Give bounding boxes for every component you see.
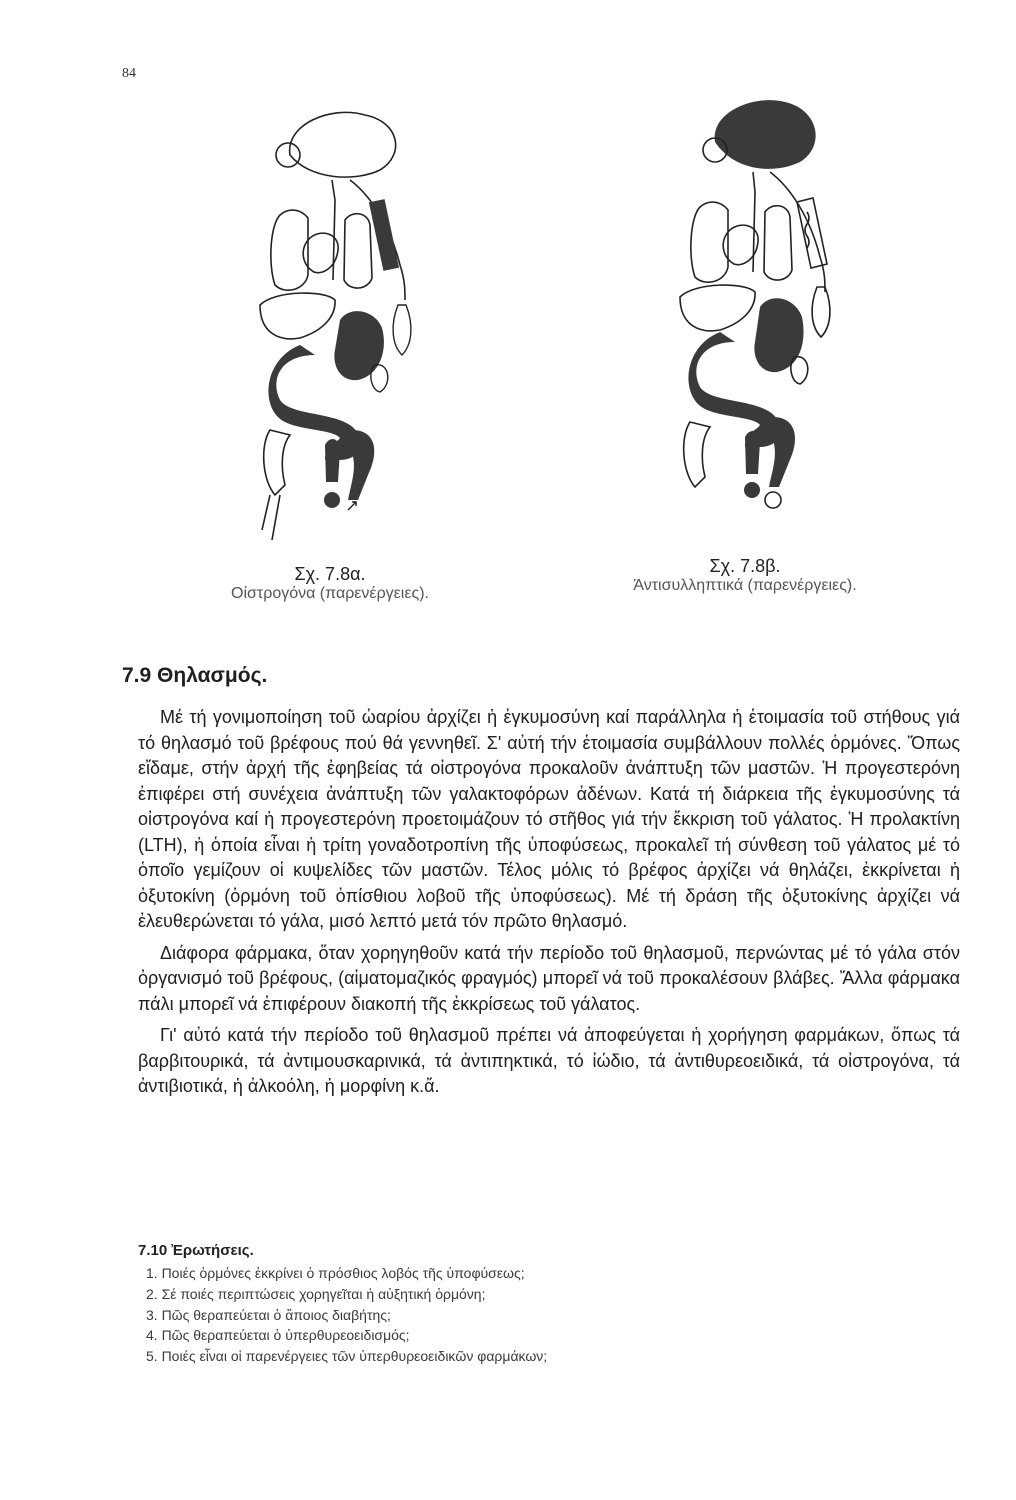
figure-caption-a [200, 564, 460, 604]
pituitary-circle [276, 143, 300, 167]
anatomy-illustration [655, 92, 885, 562]
spine-line [753, 172, 755, 272]
figure-caption-text: Οίστρογόνα (παρενέργειες). [231, 585, 429, 602]
list-item: 4. Πῶς θεραπεύεται ὁ ὑπερθυρεοειδισμός; [146, 1327, 410, 1344]
list-item: 3. Πῶς θεραπεύεται ὁ ἄποιος διαβήτης; [146, 1306, 391, 1323]
figure-caption-text: Άντισυλληπτικά (παρενέργειες). [633, 577, 857, 594]
male-symbol [348, 502, 356, 510]
paragraph: Μέ τή γονιμοποίηση τοῦ ὠαρίου ἀρχίζει ἡ ἐγκυμοσύνη καί παράλληλα ἡ ἑτοιμασία τοῦ στήθους γιά τό θηλασμό τοῦ βρέφους πού θά γεννηθεῖ. Σ' αὐτή τήν ἑτοιμασία συμβάλλουν πολλές ὁρμόνες. Ὅπως εἴδαμε, στήν ἀρχή τῆς ἐφηβείας τά οἰστρογόνα προκαλοῦν ἀνάπτυξη τῶν μαστῶν. Ἡ προγεστερόνη ἐπιφέρει στή συνέχεια ἀνάπτυξη τῶν γαλακτοφόρων ἀδένων. Κατά τή διάρκεια τῆς ἐγκυμοσύνης τά οἰστρογόνα καί ἡ προγεστερόνη προετοιμάζουν τό στῆθος γιά τήν ἔκκριση τοῦ γάλατος. Ἡ προλακτίνη (LTH), ἡ ὁποία εἶναι ἡ τρίτη γοναδοτροπίνη τῆς ὑποφύσεως, προκαλεῖ τή σύνθεση τοῦ γάλατος μέ τό ὁποῖο γεμίζουν οἱ κυψελίδες τῶν μαστῶν. Τέλος μόλις τό βρέφος ἀρχίζει νά θηλάζει, ἐκκρίνεται ἡ ὀξυτοκίνη (ὁρμόνη τοῦ ὀπίσθιου λοβοῦ τῆς ὑποφύσεως). Μέ τή δράση τῆς ὀξυτοκίνης ἀρχίζει νά ἐλευθερώνεται τό γάλα, μισό λεπτό μετά τόν πρῶτο θηλασμό. [138, 707, 960, 931]
stomach [754, 298, 803, 372]
uterus-shape [769, 417, 795, 487]
paragraph: Γι' αὐτό κατά τήν περίοδο τοῦ θηλασμοῦ πρέπει νά ἀποφεύγεται ἡ χορήγηση φαρμάκων, ὅπως τά βαρβιτουρικά, τά ἀντιμουσκαρινικά, τά ἀντιπηκτικά, τό ἰώδιο, τά ἀντιθυρεοειδικά, τά οἰστρογόνα, τά ἀντιβιοτικά, ἡ ἀλκοόλη, ἡ μορφίνη κ.ἄ. [138, 1025, 960, 1096]
bladder-shape [745, 431, 760, 474]
brain-outline [290, 112, 396, 177]
questions-heading: 7.10 Ἐρωτήσεις. [138, 1242, 254, 1259]
liver [260, 293, 335, 339]
figure-estrogen-side-effects [240, 100, 470, 560]
anatomy-illustration [240, 100, 470, 560]
section-heading: 7.9 Θηλασμός. [122, 664, 268, 687]
left-lung [271, 210, 308, 290]
figure-caption-b [590, 556, 900, 596]
uterus-shape [348, 430, 374, 500]
stomach [334, 311, 384, 380]
liver [680, 285, 755, 331]
figure-contraceptive-side-effects [655, 92, 885, 562]
body-text [138, 705, 960, 1106]
femur-left [262, 495, 280, 540]
pelvis-left [684, 422, 710, 487]
paragraph: Διάφορα φάρμακα, ὅταν χορηγηθοῦν κατά τήν περίοδο τοῦ θηλασμοῦ, περνώντας μέ τό γάλα στόν ὀργανισμό τοῦ βρέφους, (αἱματομαζικός φραγμός) μπορεῖ νά τοῦ προκαλέσουν βλάβες. Ἄλλα φάρμακα πάλι μπορεῖ νά ἐπιφέρουν διακοπή τῆς ἐκκρίσεως τοῦ γάλατος. [138, 942, 960, 1014]
nerve-line [770, 172, 825, 292]
leg-muscle [812, 287, 830, 337]
pelvis-left [264, 430, 290, 495]
bladder-shape [325, 439, 340, 482]
figure-label: Σχ. 7.8α. [294, 564, 366, 584]
muscle-bar [369, 199, 399, 271]
brain-filled [715, 100, 816, 169]
right-lung [344, 214, 372, 288]
figure-label: Σχ. 7.8β. [709, 556, 781, 576]
leg-muscle [393, 305, 411, 355]
female-symbol [765, 492, 781, 508]
list-item: 5. Ποιές εἶναι οἱ παρενέργειες τῶν ὑπερθυρεοειδικῶν φαρμάκων; [146, 1348, 548, 1365]
ovary-dot [744, 482, 760, 498]
left-lung [691, 202, 728, 282]
ovary-dot [324, 492, 340, 508]
list-item: 2. Σέ ποιές περιπτώσεις χορηγεῖται ἡ αὐξητική ὁρμόνη; [146, 1285, 486, 1302]
right-lung [764, 206, 792, 280]
questions-list [146, 1263, 926, 1367]
list-item: 1. Ποιές ὁρμόνες ἐκκρίνει ὁ πρόσθιος λοβός τῆς ὑποφύσεως; [146, 1265, 525, 1281]
page-number: 84 [122, 66, 136, 81]
